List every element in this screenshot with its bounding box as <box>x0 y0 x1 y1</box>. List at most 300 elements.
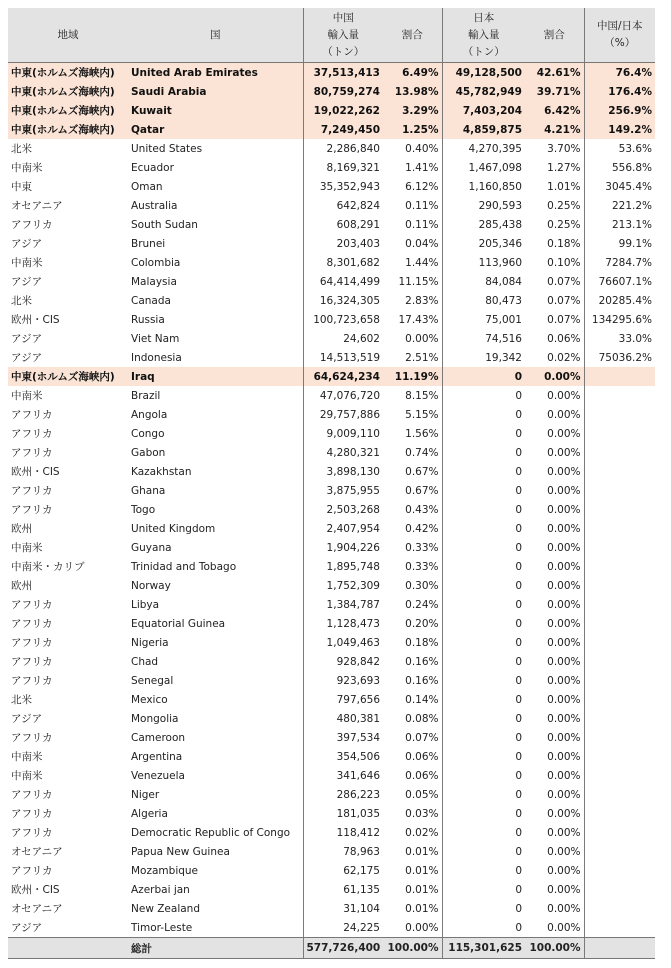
ratio-cell <box>584 595 655 614</box>
japan-import-cell: 45,782,949 <box>442 82 525 101</box>
china-import-cell: 341,646 <box>303 766 383 785</box>
table-row <box>8 614 655 633</box>
japan-import-cell: 285,438 <box>442 215 525 234</box>
china-import-cell: 4,280,321 <box>303 443 383 462</box>
country-cell: Brazil <box>131 389 161 402</box>
region-cell: 欧州・CIS <box>11 466 60 478</box>
japan-import-cell: 0 <box>442 785 525 804</box>
ratio-cell <box>584 880 655 899</box>
ratio-cell <box>584 709 655 728</box>
china-share-cell: 1.44% <box>405 256 439 269</box>
japan-share-cell: 0.00% <box>547 750 581 763</box>
japan-import-cell: 0 <box>442 918 525 938</box>
table-row <box>8 747 655 766</box>
japan-share-cell: 0.00% <box>547 465 581 478</box>
japan-share-cell: 0.07% <box>547 294 581 307</box>
region-cell: アジア <box>11 333 43 345</box>
table-row <box>8 253 655 272</box>
import-table-sheet <box>8 8 655 959</box>
region-cell: 中南米 <box>11 770 43 782</box>
japan-share-cell: 0.00% <box>547 408 581 421</box>
ratio-cell: 33.0% <box>584 329 655 348</box>
japan-import-cell: 0 <box>442 481 525 500</box>
country-cell: Russia <box>131 313 165 326</box>
japan-share-cell: 39.71% <box>525 82 584 101</box>
japan-share-cell: 0.06% <box>547 332 581 345</box>
japan-import-cell: 0 <box>442 861 525 880</box>
ratio-cell: 53.6% <box>584 139 655 158</box>
country-cell: Gabon <box>131 446 166 459</box>
japan-import-cell: 1,467,098 <box>442 158 525 177</box>
total-row <box>8 938 655 959</box>
ratio-cell: 20285.4% <box>584 291 655 310</box>
total-label: 総計 <box>128 938 303 959</box>
region-cell: アフリカ <box>11 618 53 630</box>
ratio-cell: 76607.1% <box>584 272 655 291</box>
china-share-cell: 0.24% <box>405 598 439 611</box>
ratio-cell <box>584 842 655 861</box>
region-cell: 中南米 <box>11 162 43 174</box>
china-import-cell: 1,384,787 <box>303 595 383 614</box>
japan-import-cell: 0 <box>442 557 525 576</box>
region-cell: 北米 <box>11 694 32 706</box>
table-row <box>8 690 655 709</box>
japan-import-cell: 0 <box>442 709 525 728</box>
china-share-cell: 2.51% <box>405 351 439 364</box>
china-share-cell: 0.14% <box>405 693 439 706</box>
japan-import-cell: 49,128,500 <box>442 63 525 83</box>
total-japan-share: 100.00% <box>525 938 584 959</box>
japan-import-cell: 0 <box>442 766 525 785</box>
region-cell: 中東(ホルムズ海峡内) <box>8 82 128 101</box>
country-cell: Brunei <box>131 237 166 250</box>
region-cell: アフリカ <box>11 789 53 801</box>
japan-share-cell: 0.00% <box>547 598 581 611</box>
region-cell: 中南米 <box>11 390 43 402</box>
japan-share-cell: 1.01% <box>547 180 581 193</box>
table-row <box>8 481 655 500</box>
japan-import-cell: 75,001 <box>442 310 525 329</box>
china-share-cell: 0.05% <box>405 788 439 801</box>
table-row <box>8 215 655 234</box>
country-cell: Qatar <box>128 120 303 139</box>
china-share-cell: 6.12% <box>405 180 439 193</box>
china-import-cell: 118,412 <box>303 823 383 842</box>
table-row <box>8 234 655 253</box>
region-cell: オセアニア <box>11 903 63 915</box>
region-cell: 欧州 <box>11 523 32 535</box>
china-share-cell: 0.07% <box>405 731 439 744</box>
china-share-cell: 0.01% <box>405 864 439 877</box>
table-row <box>8 709 655 728</box>
japan-import-cell: 0 <box>442 747 525 766</box>
japan-share-cell: 0.00% <box>547 503 581 516</box>
ratio-cell <box>584 804 655 823</box>
japan-import-cell: 113,960 <box>442 253 525 272</box>
china-share-cell: 0.33% <box>405 560 439 573</box>
region-cell: アフリカ <box>11 656 53 668</box>
china-share-cell: 1.41% <box>405 161 439 174</box>
country-cell: Democratic Republic of Congo <box>131 826 291 839</box>
region-cell: アフリカ <box>11 808 53 820</box>
japan-share-cell: 0.00% <box>525 367 584 386</box>
china-import-cell: 1,049,463 <box>303 633 383 652</box>
japan-import-cell: 0 <box>442 500 525 519</box>
china-import-cell: 80,759,274 <box>303 82 383 101</box>
region-cell: アフリカ <box>11 637 53 649</box>
china-share-cell: 13.98% <box>383 82 442 101</box>
china-share-cell: 8.15% <box>405 389 439 402</box>
japan-share-cell: 0.00% <box>547 522 581 535</box>
ratio-cell <box>584 899 655 918</box>
ratio-cell <box>584 367 655 386</box>
region-cell: オセアニア <box>11 200 63 212</box>
china-share-cell: 0.16% <box>405 674 439 687</box>
header-japan-import <box>442 8 525 63</box>
japan-share-cell: 0.00% <box>547 446 581 459</box>
country-cell: Chad <box>131 655 159 668</box>
japan-share-cell: 0.00% <box>547 484 581 497</box>
region-cell: 欧州・CIS <box>11 884 60 896</box>
region-cell: 中南米 <box>11 751 43 763</box>
japan-share-cell: 0.18% <box>547 237 581 250</box>
japan-import-cell: 205,346 <box>442 234 525 253</box>
region-cell: アフリカ <box>11 732 53 744</box>
total-china-import: 577,726,400 <box>303 938 383 959</box>
japan-share-cell: 0.00% <box>547 579 581 592</box>
japan-share-cell: 0.00% <box>547 674 581 687</box>
ratio-cell <box>584 557 655 576</box>
japan-import-cell: 0 <box>442 633 525 652</box>
country-cell: Venezuela <box>131 769 185 782</box>
table-row <box>8 538 655 557</box>
table-row <box>8 272 655 291</box>
country-cell: Mexico <box>131 693 168 706</box>
table-row <box>8 196 655 215</box>
header-china-import-line2: 輸入量 <box>327 28 359 41</box>
table-row <box>8 424 655 443</box>
japan-share-cell: 0.00% <box>547 845 581 858</box>
japan-share-cell: 0.00% <box>547 655 581 668</box>
total-ratio-cell <box>584 938 655 959</box>
japan-import-cell: 80,473 <box>442 291 525 310</box>
country-cell: Argentina <box>131 750 183 763</box>
china-import-cell: 9,009,110 <box>303 424 383 443</box>
ratio-cell: 134295.6% <box>584 310 655 329</box>
region-cell: 中南米・カリブ <box>11 561 85 573</box>
japan-import-cell: 290,593 <box>442 196 525 215</box>
china-import-cell: 2,503,268 <box>303 500 383 519</box>
japan-share-cell: 0.07% <box>547 275 581 288</box>
region-cell: アジア <box>11 352 43 364</box>
country-cell: Trinidad and Tobago <box>131 560 237 573</box>
country-cell: United States <box>131 142 203 155</box>
country-cell: New Zealand <box>131 902 200 915</box>
country-cell: Papua New Guinea <box>131 845 230 858</box>
china-import-cell: 16,324,305 <box>303 291 383 310</box>
country-cell: Timor-Leste <box>131 921 193 934</box>
china-import-cell: 35,352,943 <box>303 177 383 196</box>
japan-import-cell: 0 <box>442 690 525 709</box>
country-cell: Cameroon <box>131 731 186 744</box>
japan-import-cell: 0 <box>442 823 525 842</box>
ratio-cell <box>584 690 655 709</box>
region-cell: アフリカ <box>11 428 53 440</box>
japan-import-cell: 0 <box>442 899 525 918</box>
region-cell: アフリカ <box>11 865 53 877</box>
japan-import-cell: 0 <box>442 405 525 424</box>
country-cell: Australia <box>131 199 178 212</box>
table-row <box>8 823 655 842</box>
table-row <box>8 576 655 595</box>
ratio-cell: 256.9% <box>584 101 655 120</box>
country-cell: Indonesia <box>131 351 182 364</box>
header-china-share: 割合 <box>383 8 442 63</box>
ratio-cell <box>584 747 655 766</box>
china-import-cell: 928,842 <box>303 652 383 671</box>
country-cell: Malaysia <box>131 275 177 288</box>
table-row <box>8 177 655 196</box>
ratio-cell: 149.2% <box>584 120 655 139</box>
ratio-cell <box>584 519 655 538</box>
region-cell: 欧州 <box>11 580 32 592</box>
china-import-cell: 923,693 <box>303 671 383 690</box>
china-share-cell: 11.15% <box>398 275 439 288</box>
ratio-cell <box>584 576 655 595</box>
china-share-cell: 0.18% <box>405 636 439 649</box>
header-china-import-line3: （トン） <box>322 45 365 58</box>
japan-share-cell: 0.00% <box>547 883 581 896</box>
china-import-cell: 608,291 <box>303 215 383 234</box>
china-share-cell: 0.03% <box>405 807 439 820</box>
china-import-cell: 47,076,720 <box>303 386 383 405</box>
china-share-cell: 0.02% <box>405 826 439 839</box>
japan-import-cell: 0 <box>442 443 525 462</box>
ratio-cell: 556.8% <box>584 158 655 177</box>
country-cell: Mongolia <box>131 712 179 725</box>
japan-import-cell: 0 <box>442 519 525 538</box>
china-share-cell: 1.25% <box>383 120 442 139</box>
region-cell: オセアニア <box>11 846 63 858</box>
country-cell: Colombia <box>131 256 181 269</box>
japan-import-cell: 0 <box>442 386 525 405</box>
table-row <box>8 899 655 918</box>
region-cell: 中南米 <box>11 257 43 269</box>
table-row <box>8 519 655 538</box>
table-row <box>8 633 655 652</box>
table-row <box>8 785 655 804</box>
japan-share-cell: 1.27% <box>547 161 581 174</box>
country-cell: Oman <box>131 180 163 193</box>
china-share-cell: 0.08% <box>405 712 439 725</box>
china-share-cell: 0.01% <box>405 883 439 896</box>
total-japan-import: 115,301,625 <box>442 938 525 959</box>
china-import-cell: 3,898,130 <box>303 462 383 481</box>
region-cell: 欧州・CIS <box>11 314 60 326</box>
japan-share-cell: 0.00% <box>547 693 581 706</box>
japan-share-cell: 0.00% <box>547 731 581 744</box>
header-japan-import-line1: 日本 <box>473 11 495 24</box>
japan-import-cell: 0 <box>442 367 525 386</box>
china-share-cell: 0.11% <box>405 199 439 212</box>
ratio-cell <box>584 766 655 785</box>
china-share-cell: 0.16% <box>405 655 439 668</box>
table-row <box>8 443 655 462</box>
region-cell: アジア <box>11 713 43 725</box>
country-cell: Togo <box>131 503 156 516</box>
japan-import-cell: 0 <box>442 880 525 899</box>
table-row <box>8 652 655 671</box>
table-row <box>8 462 655 481</box>
japan-share-cell: 0.02% <box>547 351 581 364</box>
region-cell: 中東(ホルムズ海峡内) <box>8 101 128 120</box>
china-import-cell: 181,035 <box>303 804 383 823</box>
china-share-cell: 0.43% <box>405 503 439 516</box>
country-cell: Ghana <box>131 484 166 497</box>
header-china-import <box>303 8 383 63</box>
ratio-cell <box>584 633 655 652</box>
total-region-cell <box>8 938 128 959</box>
china-import-cell: 286,223 <box>303 785 383 804</box>
japan-share-cell: 0.00% <box>547 769 581 782</box>
japan-import-cell: 0 <box>442 671 525 690</box>
header-ratio <box>584 8 655 63</box>
table-row <box>8 671 655 690</box>
table-row <box>8 500 655 519</box>
country-cell: Ecuador <box>131 161 174 174</box>
country-cell: Saudi Arabia <box>128 82 303 101</box>
japan-import-cell: 74,516 <box>442 329 525 348</box>
china-share-cell: 0.06% <box>405 750 439 763</box>
china-import-cell: 642,824 <box>303 196 383 215</box>
japan-share-cell: 0.00% <box>547 826 581 839</box>
header-row <box>8 8 655 63</box>
ratio-cell: 7284.7% <box>584 253 655 272</box>
country-cell: Viet Nam <box>131 332 180 345</box>
japan-import-cell: 0 <box>442 595 525 614</box>
country-cell: Canada <box>131 294 171 307</box>
china-share-cell: 0.40% <box>405 142 439 155</box>
china-share-cell: 0.30% <box>405 579 439 592</box>
china-import-cell: 1,752,309 <box>303 576 383 595</box>
table-row <box>8 101 655 120</box>
japan-share-cell: 0.00% <box>547 427 581 440</box>
table-row <box>8 918 655 938</box>
japan-import-cell: 0 <box>442 652 525 671</box>
ratio-cell <box>584 861 655 880</box>
china-import-cell: 354,506 <box>303 747 383 766</box>
japan-import-cell: 0 <box>442 462 525 481</box>
header-ratio-line1: 中国/日本 <box>596 20 643 32</box>
country-cell: Iraq <box>128 367 303 386</box>
table-row <box>8 158 655 177</box>
japan-share-cell: 0.00% <box>547 902 581 915</box>
japan-import-cell: 19,342 <box>442 348 525 367</box>
header-china-import-line1: 中国 <box>332 11 354 24</box>
ratio-cell <box>584 443 655 462</box>
table-row <box>8 82 655 101</box>
china-import-cell: 24,602 <box>303 329 383 348</box>
japan-import-cell: 0 <box>442 842 525 861</box>
header-japan-share: 割合 <box>525 8 584 63</box>
japan-share-cell: 0.00% <box>547 788 581 801</box>
china-share-cell: 0.01% <box>405 902 439 915</box>
china-share-cell: 5.15% <box>405 408 439 421</box>
country-cell: Senegal <box>131 674 174 687</box>
japan-import-cell: 0 <box>442 728 525 747</box>
china-import-cell: 37,513,413 <box>303 63 383 83</box>
region-cell: アジア <box>11 276 43 288</box>
china-import-cell: 64,414,499 <box>303 272 383 291</box>
header-country: 国 <box>128 8 303 63</box>
region-cell: 中東(ホルムズ海峡内) <box>8 63 128 83</box>
japan-share-cell: 0.25% <box>547 218 581 231</box>
region-cell: アフリカ <box>11 409 53 421</box>
japan-share-cell: 0.00% <box>547 560 581 573</box>
table-row <box>8 120 655 139</box>
japan-import-cell: 7,403,204 <box>442 101 525 120</box>
japan-share-cell: 0.07% <box>547 313 581 326</box>
china-import-cell: 100,723,658 <box>303 310 383 329</box>
country-cell: Nigeria <box>131 636 169 649</box>
japan-share-cell: 0.00% <box>547 864 581 877</box>
ratio-cell <box>584 652 655 671</box>
japan-share-cell: 6.42% <box>525 101 584 120</box>
table-row <box>8 766 655 785</box>
china-import-cell: 8,169,321 <box>303 158 383 177</box>
japan-share-cell: 0.10% <box>547 256 581 269</box>
china-import-cell: 480,381 <box>303 709 383 728</box>
china-share-cell: 0.01% <box>405 845 439 858</box>
japan-import-cell: 4,270,395 <box>442 139 525 158</box>
country-cell: Guyana <box>131 541 172 554</box>
country-cell: United Arab Emirates <box>128 63 303 83</box>
country-cell: Azerbai jan <box>131 883 190 896</box>
japan-share-cell: 0.25% <box>547 199 581 212</box>
china-import-cell: 31,104 <box>303 899 383 918</box>
header-japan-import-line3: （トン） <box>462 45 505 58</box>
ratio-cell: 99.1% <box>584 234 655 253</box>
ratio-cell <box>584 424 655 443</box>
table-row <box>8 291 655 310</box>
ratio-cell <box>584 918 655 938</box>
country-cell: Libya <box>131 598 160 611</box>
region-cell: 中東(ホルムズ海峡内) <box>8 367 128 386</box>
country-cell: Mozambique <box>131 864 199 877</box>
japan-import-cell: 1,160,850 <box>442 177 525 196</box>
table-body <box>8 63 655 938</box>
ratio-cell <box>584 671 655 690</box>
table-row <box>8 595 655 614</box>
japan-share-cell: 0.00% <box>547 636 581 649</box>
ratio-cell <box>584 462 655 481</box>
region-cell: アフリカ <box>11 219 53 231</box>
japan-import-cell: 0 <box>442 424 525 443</box>
table-row <box>8 880 655 899</box>
ratio-cell: 221.2% <box>584 196 655 215</box>
china-import-cell: 14,513,519 <box>303 348 383 367</box>
region-cell: アフリカ <box>11 827 53 839</box>
region-cell: アジア <box>11 238 43 250</box>
japan-import-cell: 0 <box>442 538 525 557</box>
china-share-cell: 6.49% <box>383 63 442 83</box>
china-import-cell: 203,403 <box>303 234 383 253</box>
china-share-cell: 0.20% <box>405 617 439 630</box>
china-share-cell: 0.04% <box>405 237 439 250</box>
china-share-cell: 11.19% <box>383 367 442 386</box>
ratio-cell: 176.4% <box>584 82 655 101</box>
table-row <box>8 348 655 367</box>
